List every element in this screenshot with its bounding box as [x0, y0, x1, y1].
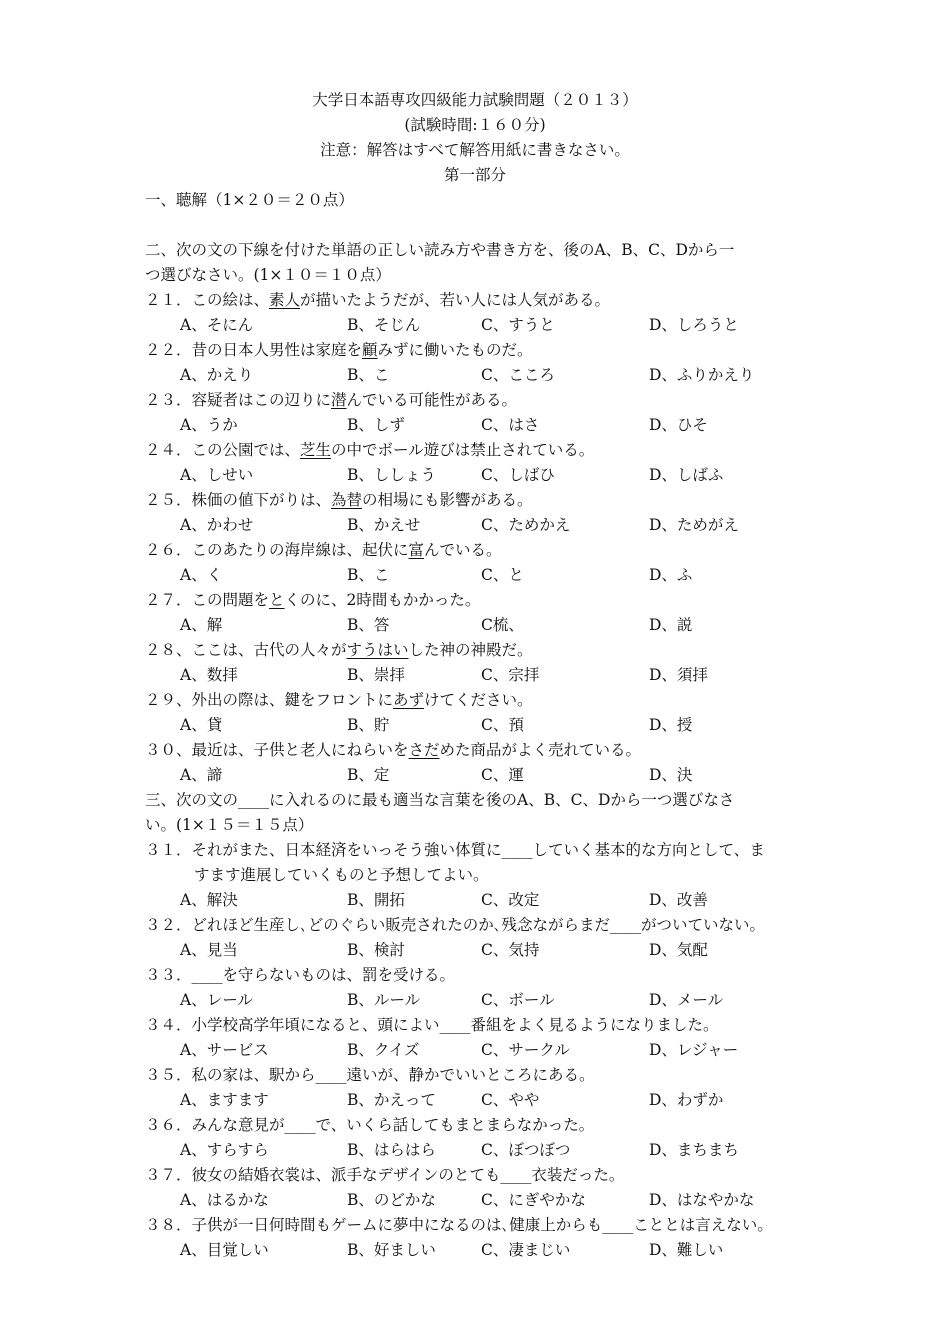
option-d: D、はなやかな [649, 1191, 755, 1209]
question-stem: ２４．この公園では、 [145, 441, 301, 459]
answer-options [145, 1038, 825, 1063]
answer-options [145, 1188, 825, 1213]
answer-options [145, 413, 825, 438]
underlined-word: 素人 [269, 291, 301, 309]
option-c: C、と [481, 566, 524, 584]
question-text [145, 338, 825, 363]
option-a: A、見当 [180, 941, 238, 959]
option-b: B、こ [347, 566, 390, 584]
option-b: B、かえって [347, 1091, 436, 1109]
option-b: B、答 [347, 616, 390, 634]
question-text [145, 488, 825, 513]
option-d: D、レジャー [649, 1041, 739, 1059]
option-d: D、メール [649, 991, 724, 1009]
option-a: A、レール [180, 991, 253, 1009]
option-b: B、検討 [347, 941, 405, 959]
option-d: D、難しい [649, 1241, 724, 1259]
option-a: A、諦 [180, 766, 223, 784]
option-d: D、まちまち [649, 1141, 739, 1159]
answer-options [145, 463, 825, 488]
question-stem-end: の中でボール遊びは禁止されている。 [331, 441, 595, 459]
question-stem-end: んでいる可能性がある。 [346, 391, 518, 409]
option-b: B、ルール [347, 991, 421, 1009]
option-a: A、しせい [180, 466, 254, 484]
option-a: A、く [180, 566, 223, 584]
option-b: B、かえせ [347, 516, 421, 534]
question-stem-end: けてください。 [424, 691, 533, 709]
answer-options [145, 563, 825, 588]
question-stem: ２９、外出の際は、鍵をフロントに [145, 691, 394, 709]
answer-options [145, 763, 825, 788]
option-a: A、うか [180, 416, 238, 434]
answer-options [145, 713, 825, 738]
option-b: B、はらはら [347, 1141, 436, 1159]
question-text [145, 738, 825, 763]
option-a: A、はるかな [180, 1191, 269, 1209]
option-b: B、崇拝 [347, 666, 405, 684]
section-3-instruction-line-1: 三、次の文の____に入れるのに最も適当な言葉を後のA、B、C、Dから一つ選びなさ [145, 791, 735, 809]
option-a: A、かえり [180, 366, 254, 384]
option-c: C、運 [481, 766, 524, 784]
question-stem: ２３．容疑者はこの辺りに [145, 391, 332, 409]
question-text [145, 538, 825, 563]
underlined-word: 芝生 [300, 441, 332, 459]
question-stem: ２６．このあたりの海岸線は、起伏に [145, 541, 409, 559]
option-a: A、かわせ [180, 516, 254, 534]
option-d: D、気配 [649, 941, 708, 959]
exam-title: 大学日本語専攻四級能力試験問題（２０１３） [312, 91, 638, 109]
exam-time: (試験時間:１６０分) [404, 116, 546, 134]
answer-options [145, 313, 825, 338]
option-b: B、しず [347, 416, 405, 434]
question-stem-end: した神の神殿だ。 [408, 641, 533, 659]
option-a: A、数拝 [180, 666, 238, 684]
question-text [145, 388, 825, 413]
question-text: ３６．みんな意見が____で、いくら話してもまとまらなかった。 [145, 1116, 595, 1134]
option-a: A、ますます [180, 1091, 269, 1109]
question-stem: ２８、ここは、古代の人々が [145, 641, 347, 659]
option-b: B、開拓 [347, 891, 405, 909]
option-b: B、好ましい [347, 1241, 436, 1259]
underlined-word: 富 [408, 541, 425, 559]
section-3-questions [145, 838, 825, 1263]
section-2-instruction-line-2: つ選びなさい。(1×１０＝１０点） [145, 266, 391, 284]
option-c: C、ためかえ [481, 516, 571, 534]
question-stem-end: が描いたようだが、若い人には人気がある。 [300, 291, 611, 309]
option-d: D、決 [649, 766, 693, 784]
question-stem-end: くのに、2時間もかかった。 [284, 591, 481, 609]
option-b: B、そじん [347, 316, 421, 334]
answer-options [145, 938, 825, 963]
underlined-word: 潜 [331, 391, 347, 409]
option-c: C、改定 [481, 891, 540, 909]
question-text [145, 288, 825, 313]
underlined-word: と [269, 591, 285, 609]
underlined-word: 為替 [331, 491, 363, 509]
option-c: C、すうと [481, 316, 555, 334]
exam-note: 注意：解答はすべて解答用紙に書きなさい。 [320, 141, 630, 159]
question-text-continued: すます進展していくものと予想してよい。 [194, 866, 489, 884]
question-stem: ２２．昔の日本人男性は家庭を [145, 341, 363, 359]
question-stem: ２１．この絵は、 [145, 291, 270, 309]
question-text [145, 588, 825, 613]
option-c: C、やや [481, 1091, 540, 1109]
question-text: ３３．____を守らないものは、罰を受ける。 [145, 966, 456, 984]
option-c: C、しばひ [481, 466, 555, 484]
section-1-title: 一、聴解（1×２０＝２０点） [145, 191, 354, 209]
question-text [145, 438, 825, 463]
underlined-word: さだ [408, 741, 440, 759]
part-heading: 第一部分 [443, 166, 506, 184]
answer-options [145, 513, 825, 538]
answer-options [145, 613, 825, 638]
option-d: D、しばふ [649, 466, 724, 484]
section-3-instruction-line-2: い。(1×１５＝１５点） [145, 816, 314, 834]
option-d: D、授 [649, 716, 693, 734]
option-d: D、わずか [649, 1091, 724, 1109]
option-c: C梳、 [481, 616, 524, 634]
exam-header [0, 88, 950, 188]
option-b: B、こ [347, 366, 390, 384]
option-d: D、ふりかえり [649, 366, 755, 384]
section-2-instruction-line-1: 二、次の文の下線を付けた単語の正しい読み方や書き方を、後のA、B、C、Dから一 [145, 241, 735, 259]
option-c: C、ぼつぼつ [481, 1141, 571, 1159]
option-c: C、宗拝 [481, 666, 540, 684]
option-c: C、サークル [481, 1041, 570, 1059]
option-d: D、しろうと [649, 316, 739, 334]
question-text: ３２．どれほど生産し､どのぐらい販売されたのか､残念ながらまだ____がついていない。 [145, 916, 766, 934]
option-c: C、こころ [481, 366, 555, 384]
question-stem-end: めた商品がよく売れている。 [439, 741, 642, 759]
option-a: A、そにん [180, 316, 254, 334]
question-stem-end: んでいる。 [424, 541, 502, 559]
answer-options [145, 1138, 825, 1163]
option-a: A、目覚しい [180, 1241, 269, 1259]
option-a: A、解 [180, 616, 223, 634]
question-text: ３８．子供が一日何時間もゲームに夢中になるのは､健康上からも____こととは言えない。 [145, 1216, 773, 1234]
option-a: A、サービス [180, 1041, 269, 1059]
option-a: A、すらすら [180, 1141, 269, 1159]
option-b: B、のどかな [347, 1191, 436, 1209]
option-d: D、改善 [649, 891, 708, 909]
option-d: D、説 [649, 616, 693, 634]
answer-options [145, 888, 825, 913]
question-text: ３１．それがまた、日本経済をいっそう強い体質に____していく基本的な方向として、ま [145, 841, 765, 859]
answer-options [145, 1088, 825, 1113]
option-b: B、定 [347, 766, 390, 784]
option-c: C、ボール [481, 991, 555, 1009]
question-text: ３４．小学校高学年頃になると、頭によい____番組をよく見るようになりました。 [145, 1016, 719, 1034]
option-d: D、ふ [649, 566, 693, 584]
answer-options [145, 988, 825, 1013]
option-a: A、貸 [180, 716, 223, 734]
option-d: D、ひそ [649, 416, 708, 434]
underlined-word: あず [393, 691, 425, 709]
answer-options [145, 1238, 825, 1263]
option-c: C、にぎやかな [481, 1191, 586, 1209]
answer-options [145, 663, 825, 688]
option-b: B、クイズ [347, 1041, 420, 1059]
exam-body [145, 188, 825, 1263]
option-d: D、ためがえ [649, 516, 739, 534]
section-2-questions [145, 288, 825, 788]
option-c: C、預 [481, 716, 524, 734]
question-text: ３７．彼女の結婚衣裳は、派手なデザインのとても____衣装だった。 [145, 1166, 625, 1184]
underlined-word: すうはい [346, 641, 409, 659]
answer-options [145, 363, 825, 388]
option-c: C、気持 [481, 941, 540, 959]
option-c: C、凄まじい [481, 1241, 571, 1259]
question-text [145, 638, 825, 663]
question-text [145, 688, 825, 713]
question-stem-end: みずに働いたものだ。 [377, 341, 533, 359]
question-stem: ２５．株価の値下がりは、 [145, 491, 332, 509]
option-c: C、はさ [481, 416, 540, 434]
underlined-word: 顧 [362, 341, 378, 359]
question-stem: ３０、最近は、子供と老人にねらいを [145, 741, 409, 759]
option-b: B、ししょう [347, 466, 436, 484]
question-text: ３５．私の家は、駅から____遠いが、静かでいいところにある。 [145, 1066, 595, 1084]
option-d: D、須拝 [649, 666, 708, 684]
option-b: B、貯 [347, 716, 390, 734]
spacer [145, 213, 825, 238]
option-a: A、解決 [180, 891, 238, 909]
question-stem-end: の相場にも影響がある。 [362, 491, 533, 509]
question-stem: ２７．この問題を [145, 591, 270, 609]
